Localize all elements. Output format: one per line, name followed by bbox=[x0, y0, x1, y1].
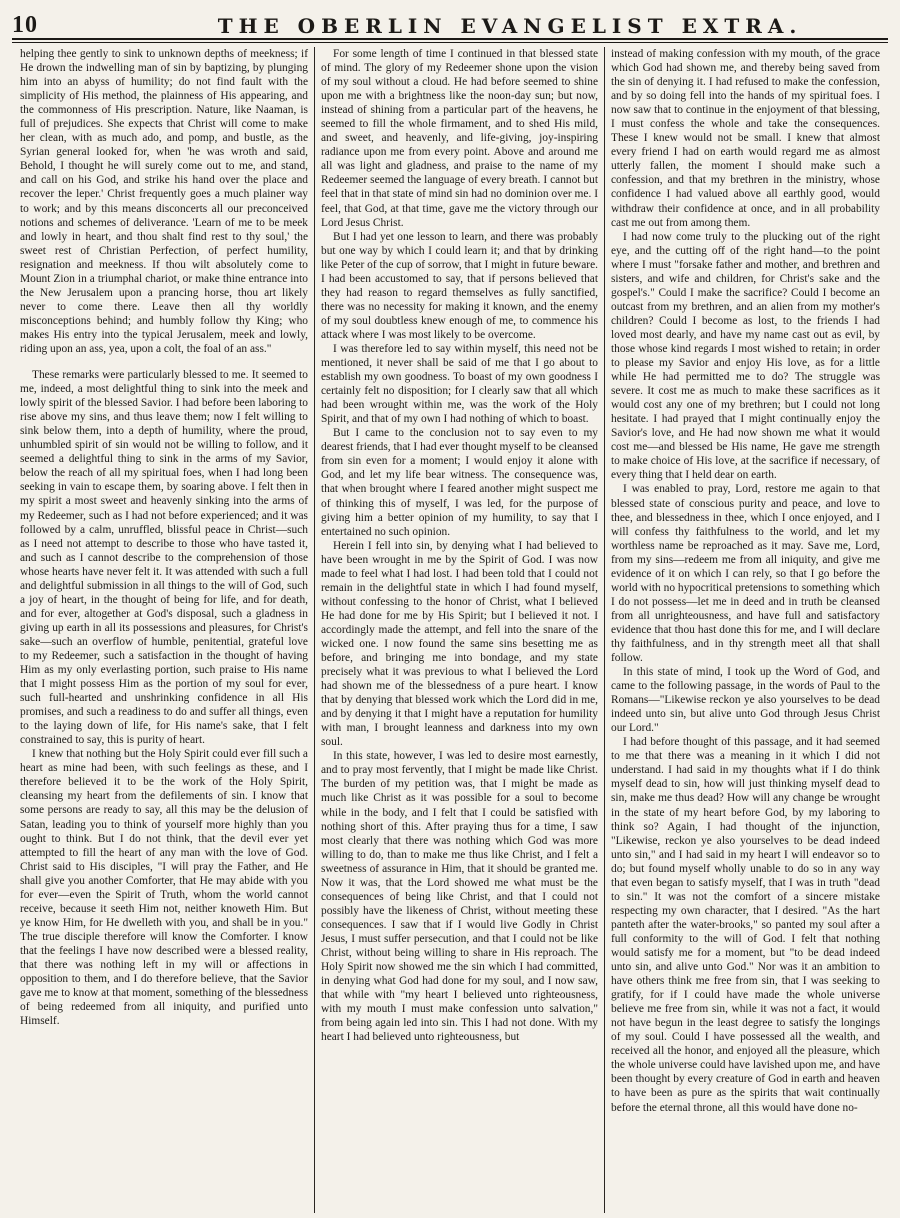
header-rule-thin bbox=[12, 42, 888, 43]
paragraph: For some length of time I continued in that blessed state of mind. The glory of my Redeemer shone upon the vision of my soul without a cloud. He had before seemed to shine upon me with a brightness like the noon-day sun; but now, instead of shining from a particular part of the heavens, he seemed to fill the whole firmament, and to shed His mild, and sweet, and heavenly, and life-giving, joy-inspiring radiance upon me from every point. Above and around me all was light and gladness, and praise to the name of my Redeemer seemed the language of every breath. I cannot but feel that in that state of mind sin had no dominion over me. I feel, that God, at that time, gave me the victory through our Lord Jesus Christ. bbox=[321, 48, 598, 229]
paragraph: I had before thought of this passage, and it had seemed to me that there was a meaning in it which I did not understand. I had said in my thoughts what if I do think myself dead to sin, how will just thinking myself dead to sin, make me thus dead? How will any change be wrought in the state of my heart before God, by my laboring to think so? Again, I had thought of the injunction, "Likewise, reckon ye also yourselves to be dead indeed unto sin," and I had said in my heart I will endeavor so to do; but found myself wholly unable to do so in any way that even began to satisfy myself, that I was in truth "dead to sin." It was not the comfort of a sincere mistake respecting my own character, that I desired. "As the hart panteth after the water-brooks," so panted my soul after a full conformity to the will of God. I felt that nothing would satisfy me for a moment, but "to be dead indeed unto sin, and alive unto God." Nor was it an ambition to have others think me free from sin, that I was seeking to gratify, for if I could have made the whole universe believe me free from sin, while it was not a fact, it would not have begun in the least degree to satisfy the longings of my soul. Could I have possessed all the wealth, and received all the honor, and enjoyed all the pleasure, which the whole universe could have lavished upon me, and have been thought by every creature of God in earth and heaven to have been as pure as the spirits that wait continually before the eternal throne, all this would have done no- bbox=[611, 736, 880, 1114]
paragraph: Herein I fell into sin, by denying what I had believed to have been wrought in me by the Spirit of God. I was now made to feel what I had lost. I had been told that I could not remain in the delightful state in which I had found myself, without confessing to the honor of Christ, what I believed He had done for me by His Spirit; but I believed it not. I accordingly made the attempt, and fell into the snare of the wicked one. I now found the same sins besetting me as before, and bringing me into bondage, and my state precisely what it was previous to what I believed the Lord had shown me of the blessedness of a pure heart. I know that by denying that blessed work which the Lord did in me, and by denying it that I might have a reputation for humility with man, I brought leanness and darkness into my own soul. bbox=[321, 539, 598, 749]
header-rule bbox=[12, 38, 888, 40]
paragraph: But I had yet one lesson to learn, and there was probably but one way by which I could learn it; and that by drinking like Peter of the cup of sorrow, that I might in future beware. I had been accustomed to say, that if persons believed that they had reason to regard themselves as fully sanctified, there was no necessity for making it known, and the enemy of my soul doubtless knew enough of me, to commence his attack where I was most likely to be overcome. bbox=[321, 230, 598, 341]
newspaper-title: THE OBERLIN EVANGELIST EXTRA. bbox=[217, 14, 803, 38]
column-2 bbox=[314, 47, 604, 1213]
paragraph: In this state, however, I was led to desire most earnestly, and to pray most fervently, that I might be made like Christ. The burden of my petition was, that I might be made as much like Christ as it was possible for a soul to become while in the body, and I felt that I could be satisfied with nothing short of this. After praying thus for a time, I saw most clearly that there was nothing which God was more willing to do, than to make me thus like Christ, and I felt a sweetness of assurance in Him, that it should be granted me. Now it was, that the Lord showed me what must be the consequences of being like Christ, and that I could not possibly have the likeness of Christ, without meeting these consequences. I saw that if I would live Godly in Christ Jesus, I must suffer persecution, and that I could not be like Christ, without being willing to share in His reproach. The Holy Spirit now showed me the sin which I had committed, in denying what God had done for my soul, and I now saw, that while with "my heart I believed unto righteousness, with my mouth I must make confession unto salvation," from being again led into sin. This I had not done. With my heart I had believed unto righteousness, but bbox=[321, 750, 598, 1044]
paragraph: instead of making confession with my mouth, of the grace which God had shown me, and thereby being saved from the sin of denying it. I had refused to make the confession, and by so doing fell into the hands of my spiritual foes. I now saw that to continue in the enjoyment of that blessing, I must confess the whole and take the consequences. These I knew would not be small. I knew that almost every friend I had on earth would regard me as almost utterly fallen, the moment I should make such a confession, and that my brethren in the ministry, whose confidence I had valued above all earthly good, would withdraw their confidence at once, and in all probability cast me out from among them. bbox=[611, 48, 880, 229]
paragraph: I knew that nothing but the Holy Spirit could ever fill such a heart as mine had been, with such feelings as these, and I therefore believed it to be the work of the Holy Spirit, cleansing my heart from the defilements of sin. I know that some persons are ready to say, all this may be the delusion of Satan, leading you to think of yourself more highly than you ought to think. But I do not think, that the devil ever yet attempted to fill the heart of any man with the love of God. Christ said to His disciples, "I will pray the Father, and He shall give you another Comforter, that He may abide with you for ever—even the Spirit of Truth, whom the world cannot receive, because it seeth Him not, neither knoweth Him. But ye know Him, for He dwelleth with you, and shall be in you." The true disciple therefore will know the Comforter. I know that the feelings I have now described were a blessed reality, that there was nothing left in my will or affections in opposition to them, and I do therefore believe, that the Savior gave me to know at that moment, something of the blessedness of being redeemed from all iniquity, and purified unto Himself. bbox=[20, 748, 308, 1028]
paragraph: I was therefore led to say within myself, this need not be mentioned, it never shall be said of me that I go about to establish my own goodness. To boast of my own goodness I certainly felt no disposition; for I clearly saw that all which had been wrought within me, was the work of the Holy Spirit, and that of my own I had nothing of which to boast. bbox=[321, 342, 598, 426]
column-1 bbox=[14, 47, 314, 1213]
article-columns bbox=[14, 47, 886, 1213]
paragraph: These remarks were particularly blessed to me. It seemed to me, indeed, a most delightful thing to sink into the meek and lowly spirit of the blessed Savior. I had before been laboring to rise above my sins, and thus leave them; now I felt willing to sink below them, into a depth of humility, where the proud, unhumbled spirit of sin would not be willing to follow, and it seemed a delightful thing to sink in the arms of my Savior, below the reach of all my spiritual foes, when I had long been seeking in vain to escape them, by soaring above. I felt then in my spirit a most sweet and heavenly sinking into the arms of my Redeemer, such as I had not before experienced; and it was followed by a calm, unruffled, blissful peace in Christ—such as I need not attempt to describe to those who have tasted it, and such as I cannot describe to the comprehension of those whose hearts have never felt it. It was attended with such a full and delightful submission in all things to the will of God, such a joy of heart, in the thought of being for life, and for death, and for ever, altogether at God's disposal, such a gladness in giving up earth in all its possessions and pleasures, for Christ's sake—such an overflow of humble, penitential, grateful love to my Redeemer, such a satisfaction in the thought of having Him as my only everlasting portion, such praise to His name that I might possess Him as the portion of my soul for ever, such full-hearted and unshrinking confidence in all His promises, and such a readiness to do and suffer all things, even to the laying down of life, for His name's sake, that I felt constrained to say, this is purity of heart. bbox=[20, 369, 308, 747]
paragraph: I was enabled to pray, Lord, restore me again to that blessed state of conscious purity and peace, and love to thee, and blessedness in thee, which I once enjoyed, and I will confess thy faithfulness to the world, and let my worthless name be reproached as it may. Save me, Lord, from my sins—redeem me from all iniquity, and give me evidence of it on which I can rely, so that I go before the world with no hypocritical pretensions to something which I do not possess—let me in deed and in truth be cleansed from all unrighteousness, and have full and satisfactory evidence that thou hast done this for me, and I will declare thy faithfulness, and in thy strength meet all that shall follow. bbox=[611, 483, 880, 665]
paragraph: helping thee gently to sink to unknown depths of meekness; if He drown the indwelling man of sin by baptizing, by plunging him into an abyss of humility; do not find fault with the simplicity of His method, the plainness of His appearing, and the commonness of His prescription. Nature, like Naaman, is full of prejudices. She expects that Christ will come to make her clean, with as much ado, and pomp, and bustle, as the Syrian general looked for, when 'he was wroth and said, Behold, I thought he will surely come out to me, and stand, and call on his God, and strike his hand over the place and recover the leper.' Christ frequently goes a much plainer way to work; and by this means disconcerts all our preconceived notions and schemes of deliverance. 'Learn of me to be meek and lowly in heart, and thou shalt find rest to thy soul,' the sweet rest of Christian Perfection, of perfect humility, resignation and meekness. If thou wilt absolutely come to Mount Zion in a triumphal chariot, or make thine entrance into the New Jerusalem upon a prancing horse, thou art likely never to come there. Leave then all thy worldly misconceptions behind; and humbly follow thy King; who makes His entry into the typical Jerusalem, meek and lowly, riding upon an ass, yea, upon a colt, the foal of an ass." bbox=[20, 48, 308, 355]
masthead bbox=[12, 8, 888, 42]
column-3 bbox=[604, 47, 886, 1213]
paragraph: I had now come truly to the plucking out of the right eye, and the cutting off of the right hand—to the point where I must "forsake father and mother, and brethren and sisters, and wife and children, for Christ's sake and the gospel's." Could I make the sacrifice? Could I become an outcast from my brethren, and an alien from my mother's children? Could I become as lost, to the friends I had loved most dearly, and have my name cast out as evil, by those whose kind regards I most wished to retain; in order to please my Savior and enjoy His love, as for a little while He had permitted me to do? The struggle was severe. It cost me as much to make these sacrifices as it would cost any one of my brethren; but I could not long hesitate. I had prayed that I might continually enjoy the Savior's love, and He had now shown me what it would cost me—and blessed be His name, He gave me strength to make choice of His love, at the sacrifice if necessary, of every thing that I held dear on earth. bbox=[611, 230, 880, 482]
paragraph: But I came to the conclusion not to say even to my dearest friends, that I had ever thought myself to be cleansed from sin even for a moment; I would enjoy it alone with God, and let my life bear witness. The consequence was, that when brought where I feared another might suspect me of thinking this of myself, I was led, for the purpose of giving him a better opinion of my humility, to say that I entertained no such opinion. bbox=[321, 427, 598, 538]
page-number: 10 bbox=[12, 12, 38, 38]
paragraph: In this state of mind, I took up the Word of God, and came to the following passage, in the words of Paul to the Romans—"Likewise reckon ye also yourselves to be dead indeed unto sin, but alive unto God through Jesus Christ our Lord." bbox=[611, 666, 880, 735]
